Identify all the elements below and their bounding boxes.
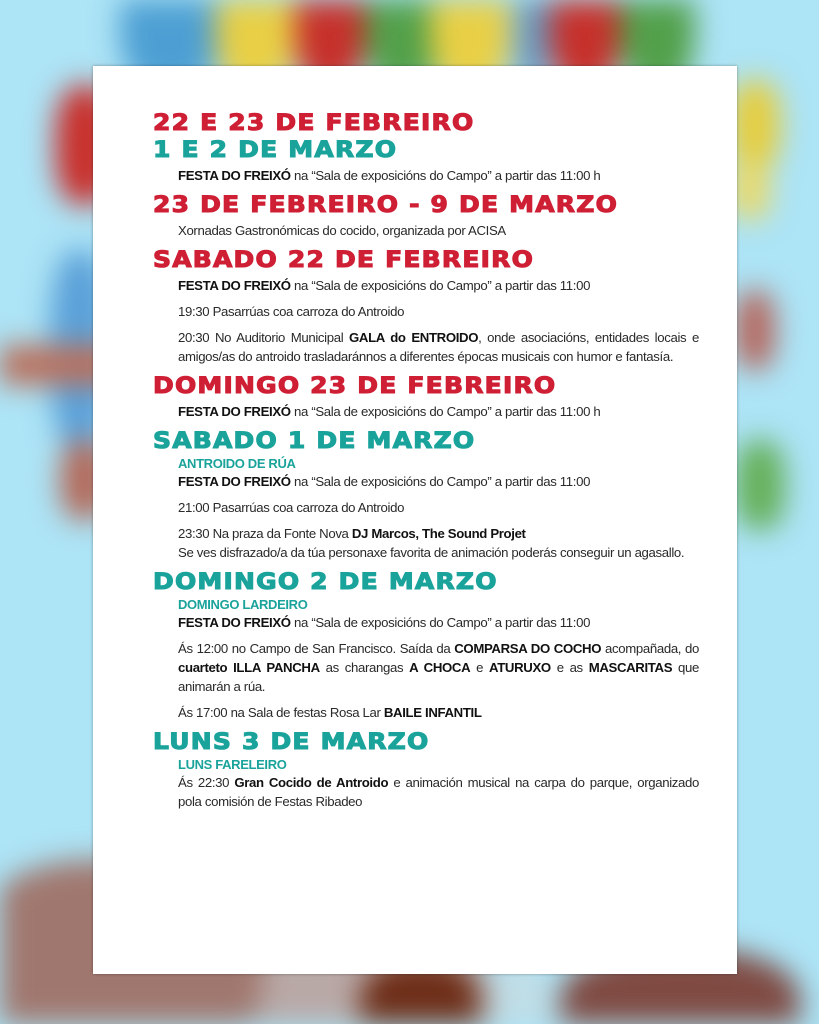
event-text: na “Sala de exposicións do Campo” a partir das 11:00	[290, 474, 591, 489]
event-text: na “Sala de exposicións do Campo” a partir das 11:00	[290, 278, 591, 293]
highlight-text: cuarteto ILLA PANCHA	[178, 660, 320, 675]
event-subtitle: ANTROIDO DE RÚA	[178, 456, 296, 471]
event-line	[178, 166, 699, 185]
highlight-text: FESTA DO FREIXÓ	[178, 404, 291, 419]
event-line: Xornadas Gastronómicas do cocido, organizada por ACISA	[178, 223, 506, 238]
date-heading: SABADO 1 DE MARZO	[153, 427, 476, 454]
highlight-text: Gran Cocido de Antroido	[234, 775, 389, 790]
event-text: , onde asociacións, entidades locais e amigos/as do antroido trasladaránnos a diferentes épocas musicais con humor e fantasía.	[178, 330, 699, 364]
event-subtitle: LUNS FARELEIRO	[178, 757, 287, 772]
event-text: e animación musical na carpa do parque, organizado pola comisión de Festas Ribadeo	[178, 775, 699, 809]
schedule-content	[153, 110, 699, 818]
highlight-text: A CHOCA	[409, 660, 471, 675]
event-details	[178, 166, 699, 185]
event-line	[178, 639, 699, 696]
event-line: Se ves disfrazado/a da túa personaxe favorita de animación poderás conseguir un agasallo.	[178, 545, 685, 560]
event-text: que animarán a rúa.	[178, 660, 699, 694]
date-heading: 23 DE FEBREIRO - 9 DE MARZO	[153, 191, 619, 218]
event-text: e	[470, 660, 490, 675]
schedule-section	[153, 110, 699, 185]
event-details	[178, 221, 699, 240]
date-heading: 22 E 23 DE FEBREIRO	[153, 109, 475, 136]
schedule-section	[153, 428, 699, 562]
highlight-text: MASCARITAS	[588, 660, 673, 675]
highlight-text: COMPARSA DO COCHO	[454, 641, 602, 656]
event-text: Ás 17:00 na Sala de festas Rosa Lar	[178, 705, 384, 720]
date-heading: DOMINGO 2 DE MARZO	[153, 568, 498, 595]
highlight-text: FESTA DO FREIXÓ	[178, 615, 291, 630]
event-schedule-card	[93, 66, 737, 974]
event-text: 23:30 Na praza da Fonte Nova	[178, 526, 352, 541]
event-line	[178, 276, 699, 295]
highlight-text: FESTA DO FREIXÓ	[178, 474, 291, 489]
event-details	[178, 402, 699, 421]
schedule-section	[153, 729, 699, 811]
event-line	[178, 613, 699, 632]
event-details	[178, 455, 699, 562]
event-line: 21:00 Pasarrúas coa carroza do Antroido	[178, 500, 405, 515]
event-subtitle: DOMINGO LARDEIRO	[178, 597, 308, 612]
schedule-section	[153, 192, 699, 240]
highlight-text: FESTA DO FREIXÓ	[178, 168, 291, 183]
highlight-text: FESTA DO FREIXÓ	[178, 278, 291, 293]
event-details	[178, 596, 699, 722]
event-line	[178, 703, 699, 722]
event-line	[178, 524, 699, 543]
highlight-text: GALA do ENTROIDO	[349, 330, 479, 345]
event-line	[178, 773, 699, 811]
event-line	[178, 402, 699, 421]
highlight-text: ATURUXO	[489, 660, 551, 675]
event-text: 20:30 No Auditorio Municipal	[178, 330, 350, 345]
event-text: acompañada, do	[601, 641, 699, 656]
date-heading: DOMINGO 23 DE FEBREIRO	[153, 372, 557, 399]
event-line	[178, 328, 699, 366]
event-line: 19:30 Pasarrúas coa carroza do Antroido	[178, 304, 405, 319]
event-text: na “Sala de exposicións do Campo” a partir das 11:00 h	[290, 168, 601, 183]
event-details	[178, 276, 699, 366]
event-text: Ás 22:30	[178, 775, 235, 790]
event-text: as charangas	[319, 660, 410, 675]
schedule-section	[153, 569, 699, 722]
event-text: e as	[550, 660, 589, 675]
schedule-section	[153, 373, 699, 421]
event-text: na “Sala de exposicións do Campo” a partir das 11:00	[290, 615, 591, 630]
date-heading: LUNS 3 DE MARZO	[153, 728, 430, 755]
highlight-text: BAILE INFANTIL	[383, 705, 482, 720]
date-heading: 1 E 2 DE MARZO	[153, 136, 398, 163]
event-text: Ás 12:00 no Campo de San Francisco. Saída da	[178, 641, 455, 656]
event-line	[178, 472, 699, 491]
schedule-section	[153, 247, 699, 366]
event-text: na “Sala de exposicións do Campo” a partir das 11:00 h	[290, 404, 601, 419]
highlight-text: DJ Marcos, The Sound Projet	[351, 526, 526, 541]
date-heading: SABADO 22 DE FEBREIRO	[153, 246, 535, 273]
event-details	[178, 756, 699, 811]
